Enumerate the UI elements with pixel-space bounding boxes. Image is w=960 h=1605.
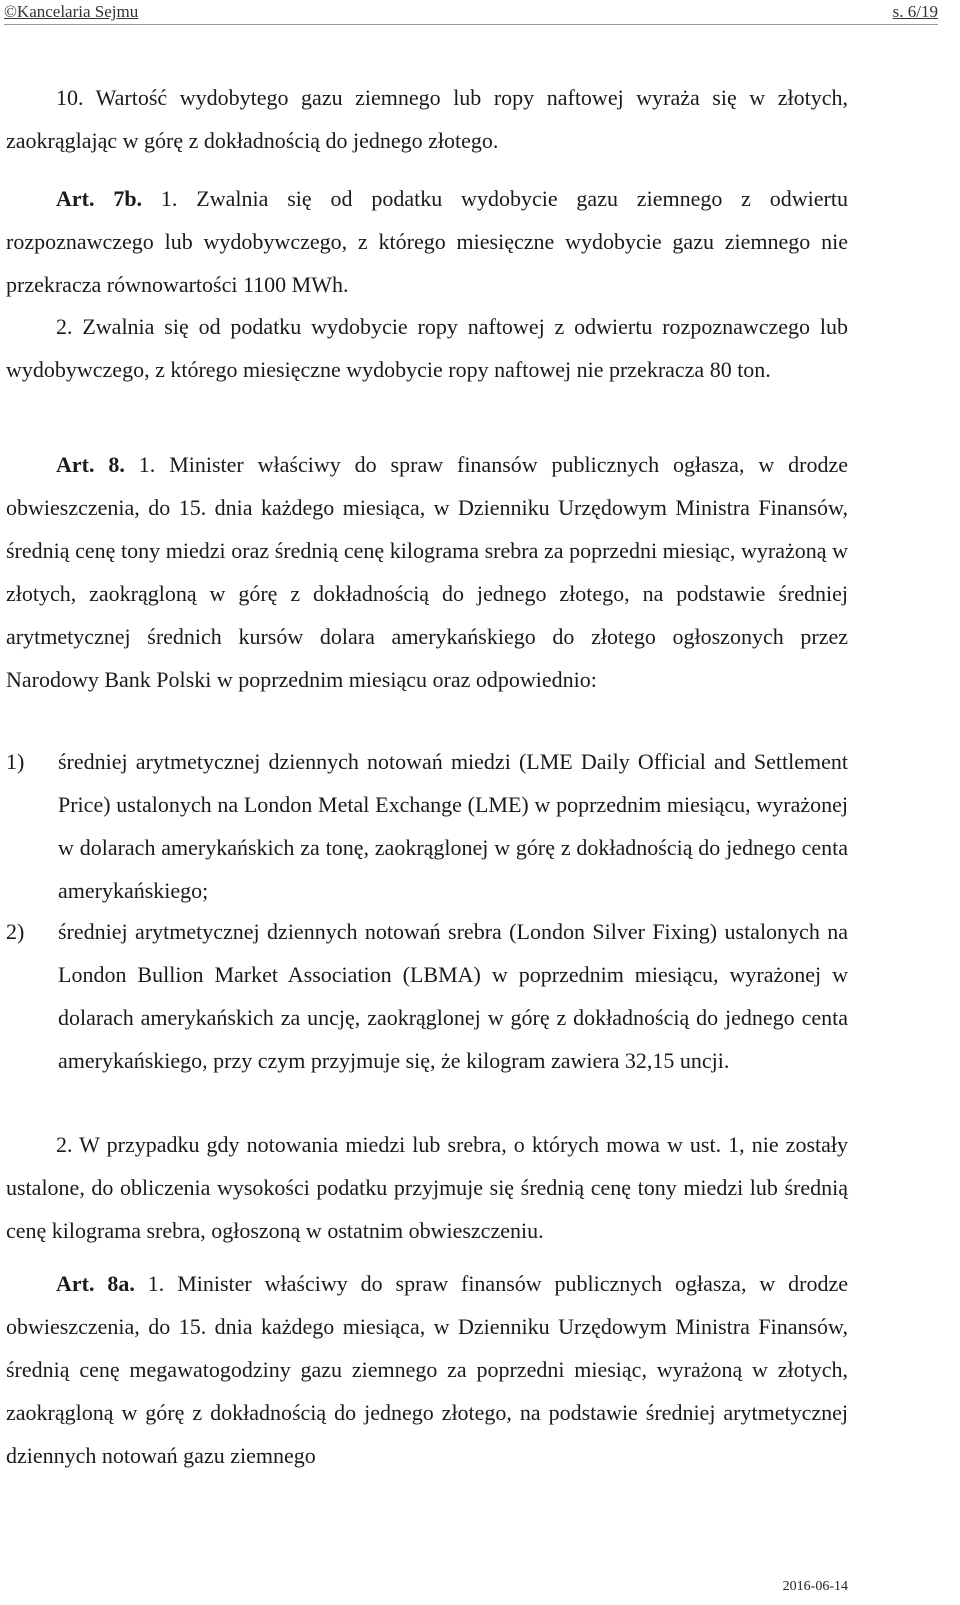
- footer-date: 2016-06-14: [782, 1579, 848, 1594]
- header-source: ©Kancelaria Sejmu: [4, 2, 139, 21]
- list-item: [6, 740, 848, 912]
- list-item-number: 2): [6, 919, 25, 944]
- article-label: Art. 8.: [56, 452, 125, 477]
- art-8-par-1: [6, 443, 848, 701]
- paragraph-text: 1. Minister właściwy do spraw finansów publicznych ogłasza, w drodze obwieszczenia, do 15. dnia każdego miesiąca, w Dzienniku Urzędowym Ministra Finansów, średnią cenę tony miedzi oraz średnią cenę kilograma srebra za poprzedni miesiąc, wyrażoną w złotych, zaokrągloną w górę z dokładnością do jednego złotego, na podstawie średniej arytmetycznej średnich kursów dolara amerykańskiego do złotego ogłoszonych przez Narodowy Bank Polski w poprzednim miesiącu oraz odpowiednio:: [6, 452, 848, 692]
- paragraph-text: 1. Zwalnia się od podatku wydobycie gazu ziemnego z odwiertu rozpoznawczego lub wydobywczego, z którego miesięczne wydobycie gazu ziemnego nie przekracza równowartości 1100 MWh.: [6, 186, 848, 297]
- paragraph-10: 10. Wartość wydobytego gazu ziemnego lub ropy naftowej wyraża się w złotych, zaokrąglając w górę z dokładnością do jednego złotego.: [6, 85, 848, 153]
- art-8-par-2: 2. W przypadku gdy notowania miedzi lub srebra, o których mowa w ust. 1, nie zostały ustalone, do obliczenia wysokości podatku przyjmuje się średnią cenę tony miedzi lub średnią cenę kilograma srebra, ogłoszoną w ostatnim obwieszczeniu.: [6, 1132, 848, 1243]
- list-item: [6, 910, 848, 1082]
- art-7b-par-1: [6, 177, 848, 306]
- header-page-number: s. 6/19: [892, 2, 938, 21]
- paragraph-text: 1. Minister właściwy do spraw finansów publicznych ogłasza, w drodze obwieszczenia, do 15. dnia każdego miesiąca, w Dzienniku Urzędowym Ministra Finansów, średnią cenę megawatogodziny gazu ziemnego za poprzedni miesiąc, wyrażoną w złotych, zaokrągloną w górę z dokładnością do jednego złotego, na podstawie średniej arytmetycznej dziennych notowań gazu ziemnego: [6, 1271, 848, 1468]
- header-divider: [4, 24, 938, 25]
- list-item-number: 1): [6, 749, 25, 774]
- list-item-text: średniej arytmetycznej dziennych notowań srebra (London Silver Fixing) ustalonych na London Bullion Market Association (LBMA) w poprzednim miesiącu, wyrażonej w dolarach amerykańskich za uncję, zaokrąglonej w górę z dokładnością do jednego centa amerykańskiego, przy czym przyjmuje się, że kilogram zawiera 32,15 uncji.: [58, 919, 848, 1073]
- article-label: Art. 7b.: [56, 186, 143, 211]
- art-8a-par-1: [6, 1262, 848, 1477]
- art-7b-par-2: 2. Zwalnia się od podatku wydobycie ropy naftowej z odwiertu rozpoznawczego lub wydobywczego, z którego miesięczne wydobycie ropy naftowej nie przekracza 80 ton.: [6, 314, 848, 382]
- list-item-text: średniej arytmetycznej dziennych notowań miedzi (LME Daily Official and Settlement Price) ustalonych na London Metal Exchange (LME) w poprzednim miesiącu, wyrażonej w dolarach amerykańskich za tonę, zaokrąglonej w górę z dokładnością do jednego centa amerykańskiego;: [58, 749, 848, 903]
- article-label: Art. 8a.: [56, 1271, 135, 1296]
